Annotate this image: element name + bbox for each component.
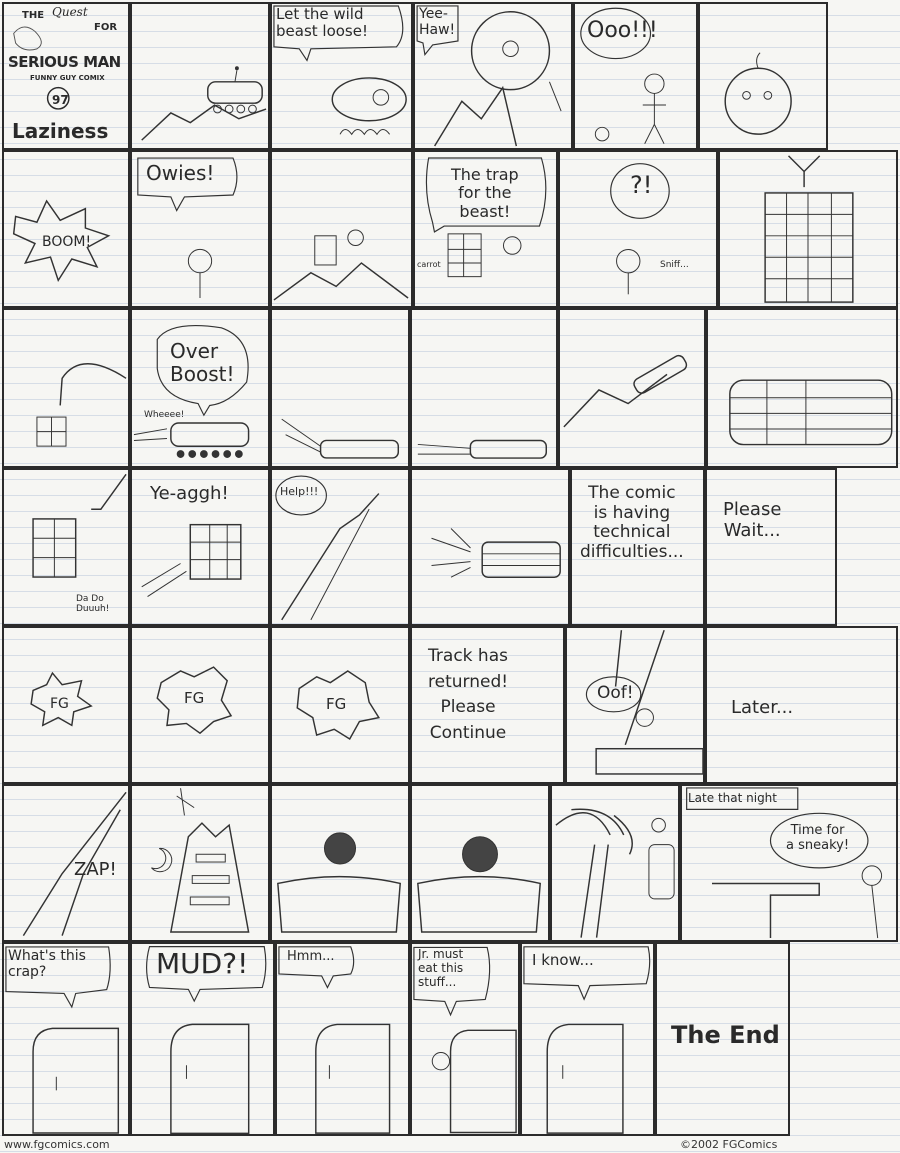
- sleeping-bed-drawing-2: [412, 786, 548, 940]
- tank-on-hill-drawing: [132, 4, 268, 148]
- issue-number: 97: [52, 93, 69, 107]
- tank-speed-drawing-1: [272, 310, 408, 466]
- panel-whats-crap: [2, 942, 130, 1136]
- panel-the-end: [655, 942, 790, 1136]
- panel-fg-3: [270, 626, 410, 784]
- panel-house-night: [130, 784, 270, 942]
- text-i-know: I know...: [532, 951, 594, 969]
- fridge-drawing-3: [277, 944, 408, 1134]
- panel-tank-speed-2: [410, 308, 558, 468]
- text-boom: BOOM!: [42, 234, 92, 250]
- text-late-night: Late that night: [688, 791, 777, 805]
- text-ooo: Ooo!!!: [587, 18, 658, 43]
- fridge-drawing-5: [522, 944, 653, 1134]
- text-fg-1: FG: [50, 696, 69, 712]
- panel-later: [705, 626, 898, 784]
- cage-grabbed-drawing: [4, 470, 128, 624]
- text-sneaky: Time for a sneaky!: [786, 823, 850, 853]
- text-zap: ZAP!: [74, 859, 117, 880]
- panel-sneaky: [680, 784, 898, 942]
- panel-trap: [413, 150, 558, 308]
- crane-arm-drawing: [4, 310, 128, 466]
- panel-mud: [130, 942, 275, 1136]
- title-main: SERIOUS MAN: [8, 53, 121, 71]
- panel-let-loose: [270, 2, 413, 150]
- text-carrot: carrot: [417, 260, 441, 269]
- panel-title: [2, 2, 130, 150]
- text-whee: Wheeee!: [144, 410, 185, 420]
- panel-cage-dadodum: [2, 468, 130, 626]
- panel-fg-2: [130, 626, 270, 784]
- cage-claw-drawing: [720, 152, 896, 306]
- panel-hmm: [275, 942, 410, 1136]
- panel-bed-1: [270, 784, 410, 942]
- panel-overboost: [130, 308, 270, 468]
- tank-big-trap-drawing: [708, 310, 896, 466]
- panel-jr-must: [410, 942, 520, 1136]
- sneaky-drawing: [682, 786, 896, 940]
- title-prefix: THE: [22, 10, 45, 21]
- text-yeaggh: Ye-aggh!: [150, 483, 229, 504]
- panel-track-returned: [410, 626, 565, 784]
- panel-i-know: [520, 942, 655, 1136]
- sleeping-bed-drawing-1: [272, 786, 408, 940]
- episode-title: Laziness: [12, 119, 109, 143]
- palm-tree-drawing: [552, 786, 678, 940]
- bomb-face-drawing: [700, 4, 826, 148]
- footer-copyright: ©2002 FGComics: [680, 1138, 778, 1151]
- text-jr-must: Jr. must eat this stuff...: [418, 947, 464, 989]
- text-technical: The comic is having technical difficulties...: [580, 483, 684, 562]
- panel-tank-hill: [130, 2, 270, 150]
- cage-on-hill-drawing: [272, 152, 411, 306]
- text-yeehaw: Yee- Haw!: [419, 6, 456, 39]
- house-night-drawing: [132, 786, 268, 940]
- panel-zap: [2, 784, 130, 942]
- text-oof: Oof!: [597, 683, 634, 703]
- panel-tank-speed-1: [270, 308, 410, 468]
- panel-bomb-face: [698, 2, 828, 150]
- text-sniff: Sniff...: [660, 260, 689, 270]
- text-trap: The trap for the beast!: [451, 165, 519, 221]
- panel-yeehaw: [413, 2, 573, 150]
- panel-question: [558, 150, 718, 308]
- panel-crane: [2, 308, 130, 468]
- panel-ooo: [573, 2, 698, 150]
- panel-fg-1: [2, 626, 130, 784]
- text-let-loose: Let the wild beast loose!: [276, 5, 368, 41]
- panel-tank-jump: [558, 308, 706, 468]
- text-hmm: Hmm...: [287, 949, 335, 964]
- text-the-end: The End: [671, 1021, 780, 1049]
- text-please-wait: Please Wait...: [723, 499, 782, 541]
- panel-bed-2: [410, 784, 550, 942]
- text-help: Help!!!: [280, 485, 319, 498]
- footer-url: www.fgcomics.com: [4, 1138, 110, 1151]
- panel-owies: [130, 150, 270, 308]
- tank-speed-drawing-2: [412, 310, 556, 466]
- text-fg-3: FG: [326, 695, 347, 713]
- panel-yeaggh: [130, 468, 270, 626]
- title-quest: Quest: [52, 5, 88, 19]
- title-for: FOR: [94, 22, 118, 33]
- panel-boom: [2, 150, 130, 308]
- panel-cage-claw: [718, 150, 898, 308]
- tank-broken-drawing: [412, 470, 568, 624]
- text-fg-2: FG: [184, 689, 205, 707]
- panel-oof: [565, 626, 705, 784]
- text-overboost: Over Boost!: [170, 339, 235, 386]
- title-sub: FUNNY GUY COMIX: [30, 74, 105, 82]
- text-mud: MUD?!: [156, 947, 249, 980]
- panel-please-wait: [705, 468, 837, 626]
- panel-palm-tree: [550, 784, 680, 942]
- overboost-tank: [132, 310, 268, 466]
- text-question: ?!: [630, 171, 653, 199]
- boom-burst: [4, 152, 128, 306]
- panel-tank-broken: [410, 468, 570, 626]
- text-track-returned: Track has returned! Please Continue: [428, 646, 509, 743]
- tank-jump-drawing: [560, 310, 704, 466]
- text-later: Later...: [731, 697, 794, 718]
- text-dadodum: Da Do Duuuh!: [76, 594, 110, 615]
- text-whats-crap: What's this crap?: [8, 948, 86, 981]
- panel-technical: [570, 468, 705, 626]
- panel-help: [270, 468, 410, 626]
- panel-tank-trap: [706, 308, 898, 468]
- oof-drawing: [567, 628, 703, 782]
- text-owies: Owies!: [146, 161, 215, 185]
- panel-cage-hill: [270, 150, 413, 308]
